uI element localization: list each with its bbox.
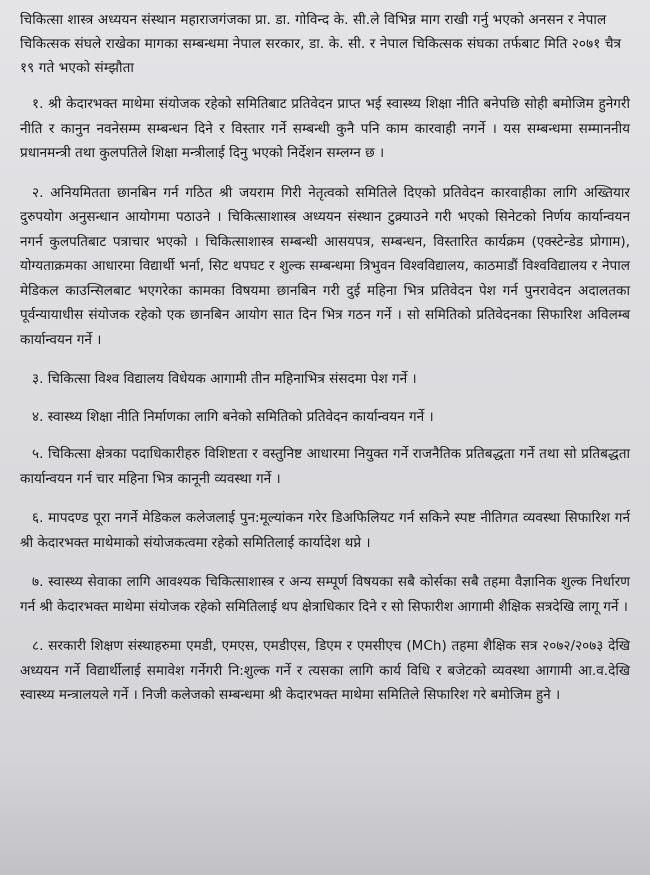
agreement-item-6: ६. मापदण्ड पूरा नगर्ने मेडिकल कलेजलाई पुन:मूल्यांकन गरेर डिअफिलियट गर्न सकिने स्पष्ट नीतिगत व्यवस्था सिफारिश गर्न श्री केदारभक्त माथेमाको संयोजकत्वमा रहेको समितिलाई कार्यादेश थप्ने । (20, 510, 630, 551)
agreement-item-3: ३. चिकित्सा विश्व विद्यालय विधेयक आगामी तीन महिनाभित्र संसदमा पेश गर्ने । (32, 371, 417, 387)
agreement-item-8: ८. सरकारी शिक्षण संस्थाहरुमा एमडी, एमएस, एमडीएस, डिएम र एमसीएच (MCh) तहमा शैक्षिक सत्र २०७२/२०७३ देखि अध्ययन गर्ने विद्यार्थीलाई समावेश गर्नेगरी नि:शुल्क गर्ने र त्यसका लागि कार्य विधि र बजेटको व्यवस्था आगामी आ.व.देखि स्वास्थ्य मन्त्रालयले गर्ने । निजी कलेजको सम्बन्धमा श्री केदारभक्त माथेमा समितिले सिफारिश गरे बमोजिम हुने । (20, 638, 631, 703)
agreement-item-4: ४. स्वास्थ्य शिक्षा नीति निर्माणका लागि बनेको समितिको प्रतिवेदन कार्यान्वयन गर्ने । (32, 408, 434, 425)
document-heading: चिकित्सा शास्त्र अध्ययन संस्थान महाराजगंजका प्रा. डा. गोविन्द के. सी.ले विभिन्न माग राखी गर्नु भएको अनसन र नेपाल चिकित्सक संघले राखेका मागका सम्बन्धमा नेपाल सरकार, डा. के. सी. र नेपाल चिकित्सक संघका तर्फबाट मिति २०७१ चैत्र १९ गते भएको संम्झौता (20, 12, 622, 76)
agreement-item-2: २. अनियमितता छानबिन गर्न गठित श्री जयराम गिरी नेतृत्वको समितिले दिएको प्रतिवेदन कारवाहीका लागि अख्तियार दुरुपयोग अनुसन्धान आयोगमा पठाउने । चिकित्साशास्त्र अध्ययन संस्थान टुक्र्याउने गरी भएको सिनेटको निर्णय कार्यान्वयन नगर्न कुलपतिबाट पत्राचार भएको । चिकित्साशास्त्र सम्बन्धी आसयपत्र, सम्बन्धन, विस्तारित कार्यक्रम (एक्स्टेन्डेड प्रोगाम), योग्यताक्रमका आधारमा विद्यार्थी भर्ना, सिट थपघट र शुल्क सम्बन्धमा त्रिभुवन विश्वविद्यालय, काठमाडौं विश्वविद्यालय र नेपाल मेडिकल काउन्सिलबाट भएगरेका कामका विषयमा छानबिन गरी दुई महिना भित्र प्रतिवेदन पेश गर्न पुनरावेदन अदालतका पूर्वन्यायाधीस संयोजक रहेको एक छानबिन आयोग सात दिन भित्र गठन गर्ने । सो समितिको प्रतिवेदनका सिफारिश अविलम्ब कार्यान्वयन गर्ने । (20, 184, 630, 348)
agreement-item-5: ५. चिकित्सा क्षेत्रका पदाधिकारीहरु विशिष्टता र वस्तुनिष्ट आधारमा नियुक्त गर्ने राजनैतिक प्रतिबद्धता गर्ने तथा सो प्रतिबद्धता कार्यान्वयन गर्न चार महिना भित्र कानूनी व्यवस्था गर्ने । (20, 446, 630, 487)
agreement-item-1: १. श्री केदारभक्त माथेमा संयोजक रहेको समितिबाट प्रतिवेदन प्राप्त भई स्वास्थ्य शिक्षा नीति बनेपछि सोही बमोजिम हुनेगरी नीति र कानुन नवनेसम्म सम्बन्धन दिने र विस्तार गर्ने सम्बन्धी कुनै पनि काम कारवाही नगर्ने । यस सम्बन्धमा सम्माननीय प्रधानमन्त्री तथा कुलपतिले शिक्षा मन्त्रीलाई दिनु भएको निर्देशन सम्लग्न छ । (20, 96, 630, 161)
paper-shadow (0, 755, 650, 875)
agreement-item-7: ७. स्वास्थ्य सेवाका लागि आवश्यक चिकित्साशास्त्र र अन्य सम्पूर्ण विषयका सबै कोर्सका सबै तहमा वैज्ञानिक शुल्क निर्धारण गर्न श्री केदारभक्त माथेमा संयोजक रहेको समितिलाई थप क्षेत्राधिकार दिने र सो सिफारीश आगामी शैक्षिक सत्रदेखि लागू गर्ने । (20, 574, 630, 615)
